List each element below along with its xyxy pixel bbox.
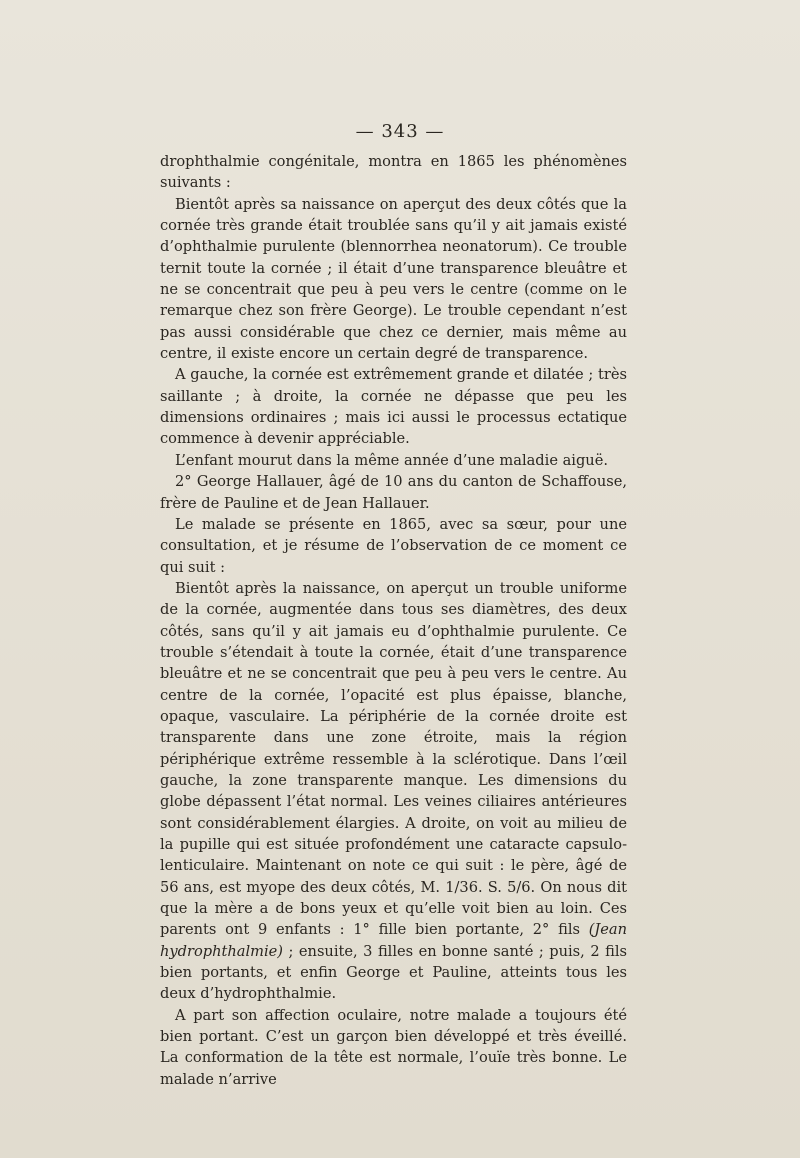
paragraph: A part son affection oculaire, notre malade a toujours été bien portant. C’est un garçon bien développé et très éveillé. La conformation de la tête est normale, l’ouïe très bonne. Le malade n’arrive <box>160 1006 627 1088</box>
paragraph: Le malade se présente en 1865, avec sa sœur, pour une consultation, et je résume de l’observation de ce moment ce qui suit : <box>160 515 627 576</box>
body-text <box>160 151 627 1090</box>
paragraph <box>160 578 627 1005</box>
page-number: — 343 — <box>355 121 445 142</box>
paragraph-case-heading: 2° George Hallauer, âgé de 10 ans du canton de Schaffouse, frère de Pauline et de Jean Hallauer. <box>160 473 627 512</box>
italic-text: (Jean hydrophthalmie) <box>160 921 628 960</box>
paragraph-continuation: drophthalmie congénitale, montra en 1865 les phénomènes suivants : <box>160 153 627 192</box>
paragraph: A gauche, la cornée est extrêmement grande et dilatée ; très saillante ; à droite, la cornée ne dépasse que peu les dimensions ordinaires ; mais ici aussi le processus ectatique commence à devenir appréciable. <box>160 366 627 448</box>
paragraph-text: ; ensuite, 3 filles en bonne santé ; puis, 2 fils bien portants, et enfin George et Pauline, atteints tous les deux d’hydrophthalmie. <box>160 942 627 1003</box>
paragraph: Bientôt après sa naissance on aperçut des deux côtés que la cornée très grande était troublée sans qu’il y ait jamais existé d’ophthalmie purulente (blennorrhea neonatorum). Ce trouble ternit toute la cornée ; il était d’une transparence bleuâtre et ne se concentrait que peu à peu vers le centre (comme on le remarque chez son frère George). Le trouble cependant n’est pas aussi considérable que chez ce dernier, mais même au centre, il existe encore un certain degré de transparence. <box>160 195 627 363</box>
paragraph-text: Bientôt après la naissance, on aperçut un trouble uniforme de la cornée, augmentée dans tous ses diamètres, des deux côtés, sans qu’il y ait jamais eu d’ophthalmie purulente. Ce trouble s’étendait à toute la cornée, était d’une transparence bleuâtre et ne se concentrait que peu à peu vers le centre. Au centre de la cornée, l’opacité est plus épaisse, blanche, opaque, vasculaire. La périphérie de la cornée droite est transparente dans une zone étroite, mais la région périphérique extrême ressemble à la sclérotique. Dans l’œil gauche, la zone transparente manque. Les dimensions du globe dépassent l’état normal. Les veines ciliaires antérieures sont considérablement élargies. A droite, on voit au milieu de la pupille qui est située profondément une cataracte capsulo-lenticulaire. Maintenant on note ce qui suit : le père, âgé de 56 ans, est myope des deux côtés, M. 1/36. S. 5/6. On nous dit que la mère a de bons yeux et qu’elle voit bien au loin. Ces parents ont 9 enfants : 1° fille bien portante, 2° fils <box>160 579 627 939</box>
paragraph: L’enfant mourut dans la même année d’une maladie aiguë. <box>175 451 608 469</box>
